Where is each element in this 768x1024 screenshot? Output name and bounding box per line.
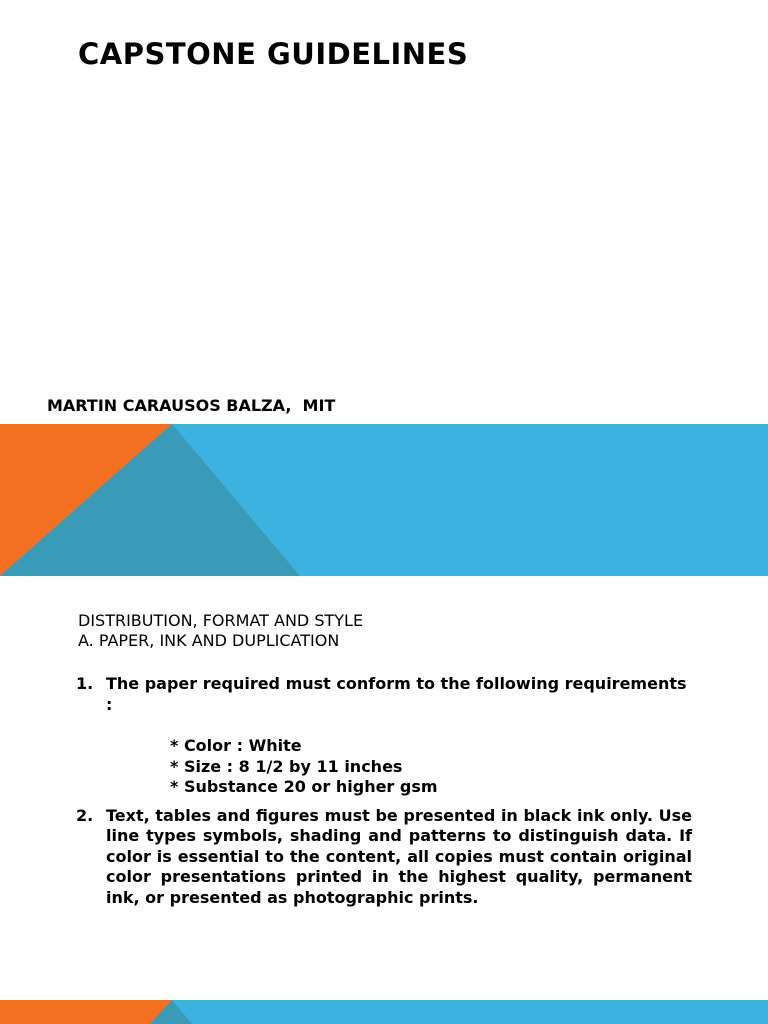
spec-substance: * Substance 20 or higher gsm [170, 777, 438, 796]
item-text: Text, tables and figures must be presented in black ink only. Use line types symbols, shading and patterns to distinguish data. If color is essential to the content, all copies must contain original color presentations printed in the highest quality, permanent ink, or presented as photographic prints. [106, 805, 692, 907]
decorative-banner [0, 424, 768, 576]
author-name: MARTIN CARAUSOS BALZA, MIT [47, 396, 336, 415]
section-heading [78, 611, 718, 651]
requirements-list [76, 674, 692, 908]
strip-orange-shape [0, 1000, 172, 1024]
heading-line-2: A. PAPER, INK AND DUPLICATION [78, 631, 340, 650]
paper-specs [106, 736, 692, 798]
heading-line-1: DISTRIBUTION, FORMAT AND STYLE [78, 611, 364, 630]
slide-title: CAPSTONE GUIDELINES [78, 37, 469, 71]
item-number: 1. [76, 674, 94, 693]
spec-color: * Color : White [170, 736, 302, 755]
list-item [76, 674, 692, 798]
bottom-strip-graphic [0, 1000, 768, 1024]
decorative-bottom-strip [0, 1000, 768, 1024]
banner-graphic [0, 424, 768, 576]
content-slide [0, 576, 768, 1024]
item-number: 2. [76, 805, 94, 825]
list-item [76, 806, 692, 909]
item-text: The paper required must conform to the following requirements : [106, 674, 687, 714]
spec-size: * Size : 8 1/2 by 11 inches [170, 756, 403, 776]
